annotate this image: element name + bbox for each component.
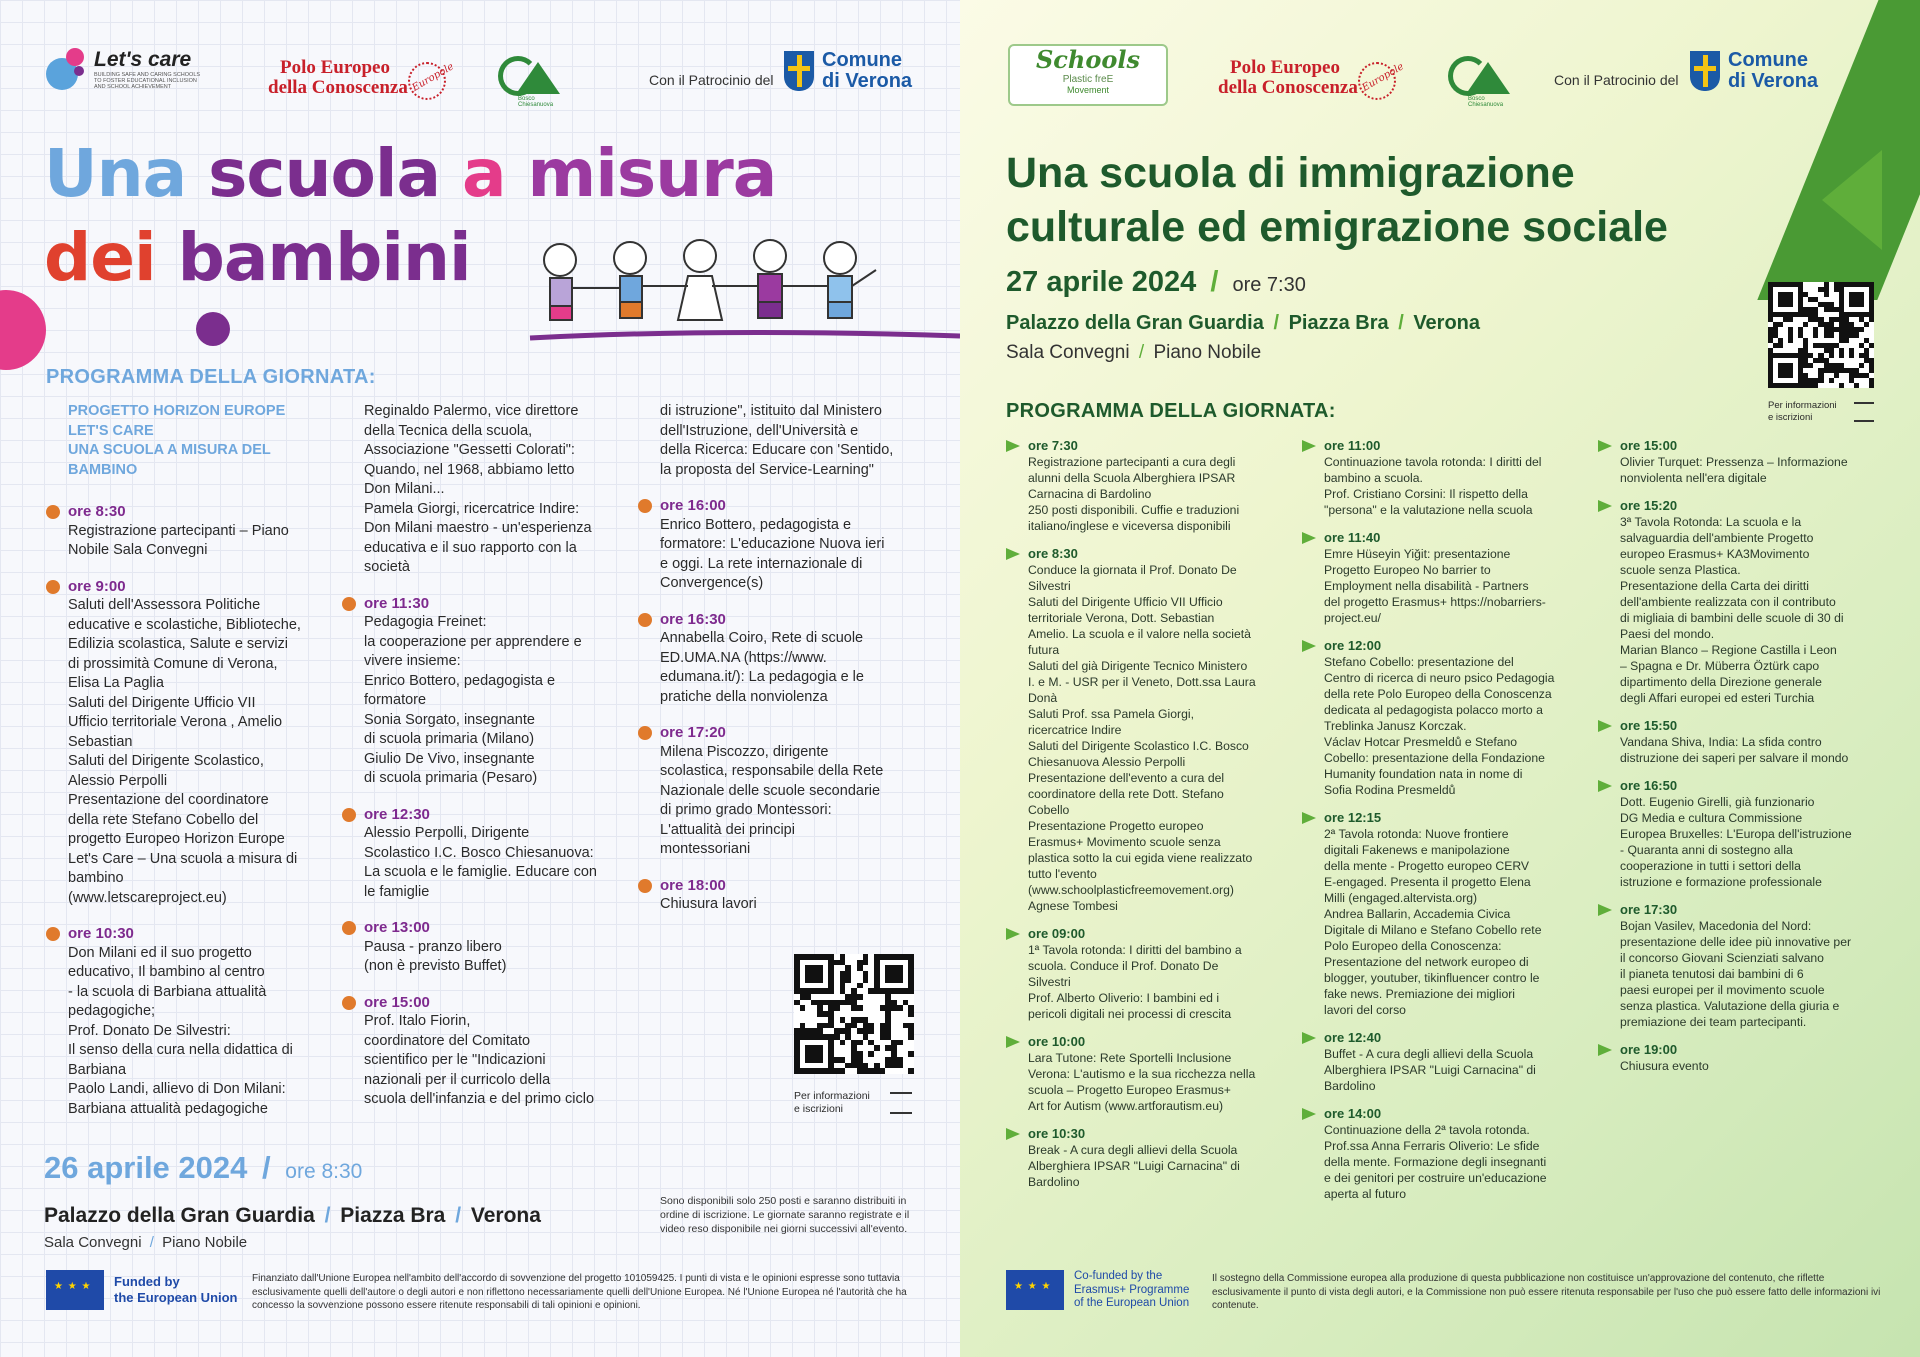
item-body: 3ª Tavola Rotonda: La scuola e la salvaguardia dell'ambiente Progetto europeo Erasmus+ KA3Movimento scuole senza Plastica. Presentazione della Carta dei diritti dell'ambiente realizzata con il contributo di migliaia di bambini delle scuole di 30 di Paesi del mondo. Marian Blanco – Regione Castilla i Leon – Spagna e Dr. Müberra Öztürk capo dipartimento della Direzione generale degli Affari europei ed esteri Turchia [1620,515,1844,705]
venue-slash: / [1398,312,1404,334]
item-body: Pedagogia Freinet: la cooperazione per apprendere e vivere insieme: Enrico Bottero, pedagogista e formatore Sonia Sorgato, insegnante di scuola primaria (Milano) Giulio De Vivo, insegnante di scuola primaria (Pesaro) [364,614,582,786]
venue-palazzo: Palazzo della Gran Guardia [1006,312,1264,334]
right-title: Una scuola di immigrazione culturale ed emigrazione sociale [1006,149,1668,251]
item-body: 1ª Tavola rotonda: I diritti del bambino a scuola. Conduce il Prof. Donato De Silvestri Prof. Alberto Oliverio: I bambini ed i pericoli digitali nei processi di crescita [1028,943,1242,1021]
polo-europeo-logo [1218,57,1406,98]
item-time: ore 9:00 [46,577,336,597]
program-item [1006,926,1296,1022]
title-word-una: Una [44,135,187,212]
item-body: Buffet - A cura degli allievi della Scuola Alberghiera IPSAR "Luigi Carnacina" di Bardolino [1324,1047,1536,1093]
program-item [638,496,938,594]
program-item [342,594,632,789]
title-word-a: a [462,135,506,212]
children-drawing [520,230,960,350]
patrocinio-label: Con il Patrocinio del [1554,72,1679,88]
program-item [1006,1034,1296,1114]
schools-sub: Plastic freE [1062,74,1114,85]
schools-plastic-free-logo [1008,44,1168,106]
title-word-misura: misura [527,135,777,212]
program-item [1006,546,1296,914]
scan-frame-icon [890,1092,912,1114]
item-time: ore 16:30 [638,610,938,630]
program-item [342,805,632,903]
program-item [638,723,938,860]
schools-word: Schools [1035,45,1141,74]
right-date-line [1006,266,1306,299]
qr-caption: Per informazioni e iscrizioni [794,1090,870,1115]
item-time: ore 10:30 [1006,1126,1296,1142]
decor-pink-circle [0,290,46,370]
polo-line1: Polo Europeo [1230,57,1340,78]
item-time: ore 7:30 [1006,438,1296,454]
venue-city: Verona [470,1204,541,1227]
title-word-dei: dei [44,219,156,296]
program-item [638,876,938,915]
date-slash: / [262,1150,271,1185]
item-time: ore 8:30 [46,502,336,522]
title-word-bambini: bambini [177,219,471,296]
item-body: di istruzione", istituito dal Ministero dell'Istruzione, dell'Università e della Ricerca: Educare con 'Sentido, la proposta del Service-Learning" [660,403,894,478]
verona-shield-icon [784,51,814,91]
date-slash: / [1210,266,1219,298]
left-date-line [44,1150,362,1186]
venue-piazza: Piazza Bra [340,1204,446,1227]
program-item [1302,438,1592,518]
item-time: ore 12:00 [1302,638,1592,654]
program-item [46,577,336,909]
right-program-col3 [1598,438,1898,1086]
venue-slash: / [455,1204,462,1227]
item-time: ore 19:00 [1598,1042,1898,1058]
schools-movement: Movement [1066,85,1110,95]
polo-script: Europole [1360,61,1406,94]
item-body: Chiusura lavori [660,896,757,912]
right-program-col1 [1006,438,1296,1202]
item-time: ore 16:50 [1598,778,1898,794]
polo-line1: Polo Europeo [280,57,390,78]
right-section-title: PROGRAMMA DELLA GIORNATA: [1006,400,1336,422]
letscare-logo [44,46,204,92]
polo-line2: della Conoscenza [268,77,408,98]
item-time: ore 11:30 [342,594,632,614]
program-item [46,924,336,1119]
program-item [638,402,938,480]
letscare-name: Let's care [94,48,192,71]
item-body: Stefano Cobello: presentazione del Centro di ricerca di neuro psico Pedagogia della rete Polo Europeo della Conoscenza dedicata al pedagogista polacco morto a Treblinka Janusz Korczak. Václav Hotcar Presmeldů e Stefano Cobello: presentazione della Fondazione Humanity foundation nata in nome di Sofia Rodina Presmeldů [1324,655,1555,797]
item-time: ore 15:50 [1598,718,1898,734]
item-body: Olivier Turquet: Pressenza – Informazione nonviolenta nell'era digitale [1620,455,1848,485]
comune-line1: Comune [1728,49,1808,71]
right-program-col2 [1302,438,1592,1214]
right-flyer [960,0,1920,1357]
verona-shield-icon [1690,51,1720,91]
bosco-chiesanuova-logo [1444,52,1514,106]
program-item [1302,638,1592,798]
left-venue-line [44,1204,541,1228]
item-body: Chiusura evento [1620,1059,1709,1073]
item-time: ore 12:30 [342,805,632,825]
item-body: Vandana Shiva, India: La sfida contro distruzione dei saperi per salvare il mondo [1620,735,1849,765]
item-time: ore 18:00 [638,876,938,896]
left-program-col1 [46,402,336,1135]
comune-line2: di Verona [822,70,913,92]
event-date: 27 aprile 2024 [1006,266,1197,298]
left-program-col3 [638,402,938,931]
program-item [1006,1126,1296,1190]
bosco-label: Bosco Chiesanuova [1468,96,1504,108]
left-section-title: PROGRAMMA DELLA GIORNATA: [46,366,376,388]
scan-frame-icon [1854,402,1874,422]
title-word-scuola: scuola [208,135,441,212]
room-sala: Sala Convegni [44,1234,142,1251]
venue-palazzo: Palazzo della Gran Guardia [44,1204,315,1227]
eu-funded-badge [46,1270,238,1310]
item-body: Continuazione tavola rotonda: I diritti del bambino a scuola. Prof. Cristiano Corsini: Il rispetto della "persona" e la valutazione nella scuola [1324,455,1542,517]
room-sala: Sala Convegni [1006,342,1130,363]
venue-slash: / [324,1204,331,1227]
item-time: ore 12:15 [1302,810,1592,826]
qr-code[interactable] [794,954,914,1074]
item-time: ore 16:00 [638,496,938,516]
event-start-time: ore 7:30 [1232,274,1306,296]
program-item [342,918,632,977]
program-item [1302,1030,1592,1094]
program-item [1598,438,1898,486]
item-time: ore 17:20 [638,723,938,743]
comune-verona-logo [784,50,912,92]
program-item [1598,778,1898,890]
eu-funded-label: Funded by the European Union [114,1274,238,1305]
venue-piazza: Piazza Bra [1288,312,1389,334]
program-item [1598,1042,1898,1074]
bosco-chiesanuova-logo [494,52,564,106]
item-time: ore 11:40 [1302,530,1592,546]
item-time: ore 15:20 [1598,498,1898,514]
bosco-label: Bosco Chiesanuova [518,96,554,108]
item-body: Registrazione partecipanti – Piano Nobile Sala Convegni [68,522,289,558]
program-item [1302,530,1592,626]
venue-slash: / [1273,312,1279,334]
item-body: Alessio Perpolli, Dirigente Scolastico I.C. Bosco Chiesanuova: La scuola e le famiglie. Educare con le famiglie [364,825,597,900]
room-slash: / [149,1234,154,1251]
project-heading: PROGETTO HORIZON EUROPE LET'S CARE UNA SCUOLA A MISURA DEL BAMBINO [68,403,286,478]
program-item [46,502,336,561]
room-piano: Piano Nobile [1153,342,1262,363]
polo-europeo-logo [268,57,456,98]
eu-flag-icon [46,1270,104,1310]
item-time: ore 14:00 [1302,1106,1592,1122]
polo-line2: della Conoscenza [1218,77,1358,98]
program-item [342,993,632,1110]
program-item [1302,810,1592,1018]
program-item [1302,1106,1592,1202]
seats-note: Sono disponibili solo 250 posti e saranno distribuiti in ordine di iscrizione. Le giornate saranno registrate e il video reso disponibile nei giorni successivi all'evento. [660,1195,910,1235]
item-body: Conduce la giornata il Prof. Donato De Silvestri Saluti del Dirigente Ufficio VII Ufficio territoriale Verona, Dott. Sebastian Amelio. La scuola e il valore nella società futura Saluti del già Dirigente Tecnico Ministero I. e M. - USR per il Veneto, Dott.ssa Laura Donà Saluti Prof. ssa Pamela Giorgi, ricercatrice Indire Saluti del Dirigente Scolastico I.C. Bosco Chiesanuova Alessio Perpolli Presentazione dell'evento a cura del coordinatore della rete Dott. Stefano Cobello Presentazione Progetto europeo Erasmus+ Movimento scuole senza plastica sotto la cui egida viene realizzato tutto l'evento (www.schoolplasticfreemovement.org) Agnese Tombesi [1028,563,1256,913]
comune-line1: Comune [822,49,902,71]
comune-line2: di Verona [1728,70,1819,92]
qr-caption: Per informazioni e iscrizioni [1768,400,1837,423]
program-item [1006,438,1296,534]
left-program-col2 [342,402,632,1126]
item-body: Emre Hüseyin Yiğit: presentazione Progetto Europeo No barrier to Employment nella disabilità - Partners del progetto Erasmus+ https://nobarriers- project.eu/ [1324,547,1546,625]
venue-city: Verona [1413,312,1481,334]
item-time: ore 09:00 [1006,926,1296,942]
item-body: Bojan Vasilev, Macedonia del Nord: presentazione delle idee più innovative per il concorso Giovani Scienziati salvano il pianeta tenutosi dai bambini di 6 paesi europei per il movimento scuole senza plastica. Valutazione della giuria e premiazione dei team partecipanti. [1620,919,1852,1029]
item-body: Dott. Eugenio Girelli, già funzionario DG Media e cultura Commissione Europea Bruxelles: L'Europa dell'istruzione - Quaranta anni di sostegno alla cooperazione in tutti i settori della istruzione e formazione professionale [1620,795,1852,889]
qr-code[interactable] [1768,282,1874,388]
program-item [638,610,938,708]
recycle-arrow-icon [1822,150,1882,250]
item-body: Registrazione partecipanti a cura degli alunni della Scuola Alberghiera IPSAR Carnacina di Bardolino 250 posti disponibili. Cuffie e traduzioni italiano/inglese e viceversa disponibili [1028,455,1240,533]
item-time: ore 11:00 [1302,438,1592,454]
item-body: Prof. Italo Fiorin, coordinatore del Comitato scientifico per le "Indicazioni nazionali per il curricolo della scuola dell'infanzia e del primo ciclo [364,1013,595,1107]
left-room-line [44,1234,247,1251]
item-body: Break - A cura degli allievi della Scuola Alberghiera IPSAR "Luigi Carnacina" di Bardolino [1028,1143,1240,1189]
patrocinio-label: Con il Patrocinio del [649,72,774,88]
item-body: Reginaldo Palermo, vice direttore della Tecnica della scuola, Associazione "Gessetti Colorati": Quando, nel 1968, abbiamo letto Don Milani... Pamela Giorgi, ricercatrice Indire: Don Milani maestro - un'esperienza educativa e il suo rapporto con la società [364,403,592,575]
right-venue-line [1006,312,1480,335]
letscare-tagline: BUILDING SAFE AND CARING SCHOOLS TO FOSTER EDUCATIONAL INCLUSION AND SCHOOL ACHIEVEMENT [94,72,201,90]
item-body: Saluti dell'Assessora Politiche educative e scolastiche, Biblioteche, Edilizia scolastica, Salute e servizi di prossimità Comune di Verona, Elisa La Paglia Saluti del Dirigente Ufficio VII Ufficio territoriale Verona , Amelio Sebastian Saluti del Dirigente Scolastico, Alessio Perpolli Presentazione del coordinatore della rete Stefano Cobello del progetto Europeo Horizon Europe Let's Care – Una scuola a misura di bambino (www.letscareproject.eu) [68,597,301,906]
item-body: Lara Tutone: Rete Sportelli Inclusione Verona: L'autismo e la sua ricchezza nella scuola – Progetto Europeo Erasmus+ Art for Autism (www.artforautism.eu) [1028,1051,1256,1113]
item-time: ore 8:30 [1006,546,1296,562]
room-piano: Piano Nobile [162,1234,248,1251]
item-body: 2ª Tavola rotonda: Nuove frontiere digitali Fakenews e manipolazione della mente - Progetto europeo CERV E-engaged. Presenta il progetto Elena Milli (engaged.altervista.org) Andrea Ballarin, Accademia Civica Digitale di Milano e Stefano Cobello rete Polo Europeo della Conoscenza: Presentazione del network europeo di blogger, youtuber, tikinfluencer contro le fake news. Premiazione dei migliori lavori del corso [1324,827,1542,1017]
right-room-line [1006,342,1261,364]
eu-flag-icon [1006,1270,1064,1310]
item-time: ore 15:00 [1598,438,1898,454]
item-time: ore 10:30 [46,924,336,944]
item-body: Milena Piscozzo, dirigente scolastica, responsabile della Rete Nazionale delle scuole secondarie di primo grado Montessori: L'attualità dei principi montessoriani [660,743,884,857]
left-disclaimer: Finanziato dall'Unione Europea nell'ambito dell'accordo di sovvenzione del progetto 101059425. I punti di vista e le opinioni espresse sono tuttavia esclusivamente quelli dell'autore o degli autori e non riflettono necessariamente quelli dell'Unione Europea. Né l'Unione Europea né l'autorità che ha concesso la sovvenzione possono essere ritenute responsabili di tali opinioni e opinioni. [252,1273,907,1311]
item-body: Annabella Coiro, Rete di scuole ED.UMA.NA (https://www. edumana.it/): La pedagogia e le pratiche della nonviolenza [660,630,864,705]
polo-script: Europole [410,61,456,94]
room-slash: / [1138,342,1145,363]
item-time: ore 10:00 [1006,1034,1296,1050]
program-item [1598,498,1898,706]
decor-purple-dot [196,312,230,346]
item-time: ore 15:00 [342,993,632,1013]
program-item [342,402,632,578]
letscare-icon [44,46,86,92]
item-time: ore 13:00 [342,918,632,938]
erasmus-label: Co-funded by the Erasmus+ Programme of the European Union [1074,1270,1190,1309]
erasmus-cofunded-badge [1006,1270,1189,1311]
item-time: ore 17:30 [1598,902,1898,918]
item-body: Continuazione della 2ª tavola rotonda. Prof.ssa Anna Ferraris Oliverio: Le sfide della mente. Formazione degli insegnanti e dei genitori per costruire un'educazione aperta al futuro [1324,1123,1547,1201]
program-item [1598,718,1898,766]
program-item [1598,902,1898,1030]
right-disclaimer: Il sostegno della Commissione europea alla produzione di questa pubblicazione non costituisce un'approvazione del contenuto, che riflette esclusivamente il punto di vista degli autori, e la Commissione non può essere ritenuta responsabile per l'uso che può essere fatto delle informazioni ivi contenute. [1212,1273,1881,1311]
comune-verona-logo [1690,50,1818,92]
item-body: Pausa - pranzo libero (non è previsto Buffet) [364,938,507,974]
item-time: ore 12:40 [1302,1030,1592,1046]
item-body: Enrico Bottero, pedagogista e formatore: L'educazione Nuova ieri e oggi. La rete internazionale di Convergence(s) [660,516,885,591]
event-date: 26 aprile 2024 [44,1150,248,1185]
item-body: Don Milani ed il suo progetto educativo, Il bambino al centro - la scuola di Barbiana attualità pedagogiche; Prof. Donato De Silvestri: Il senso della cura nella didattica di Barbiana Paolo Landi, allievo di Don Milani: Barbiana attualità pedagogiche [68,944,293,1117]
event-start-time: ore 8:30 [285,1160,363,1183]
